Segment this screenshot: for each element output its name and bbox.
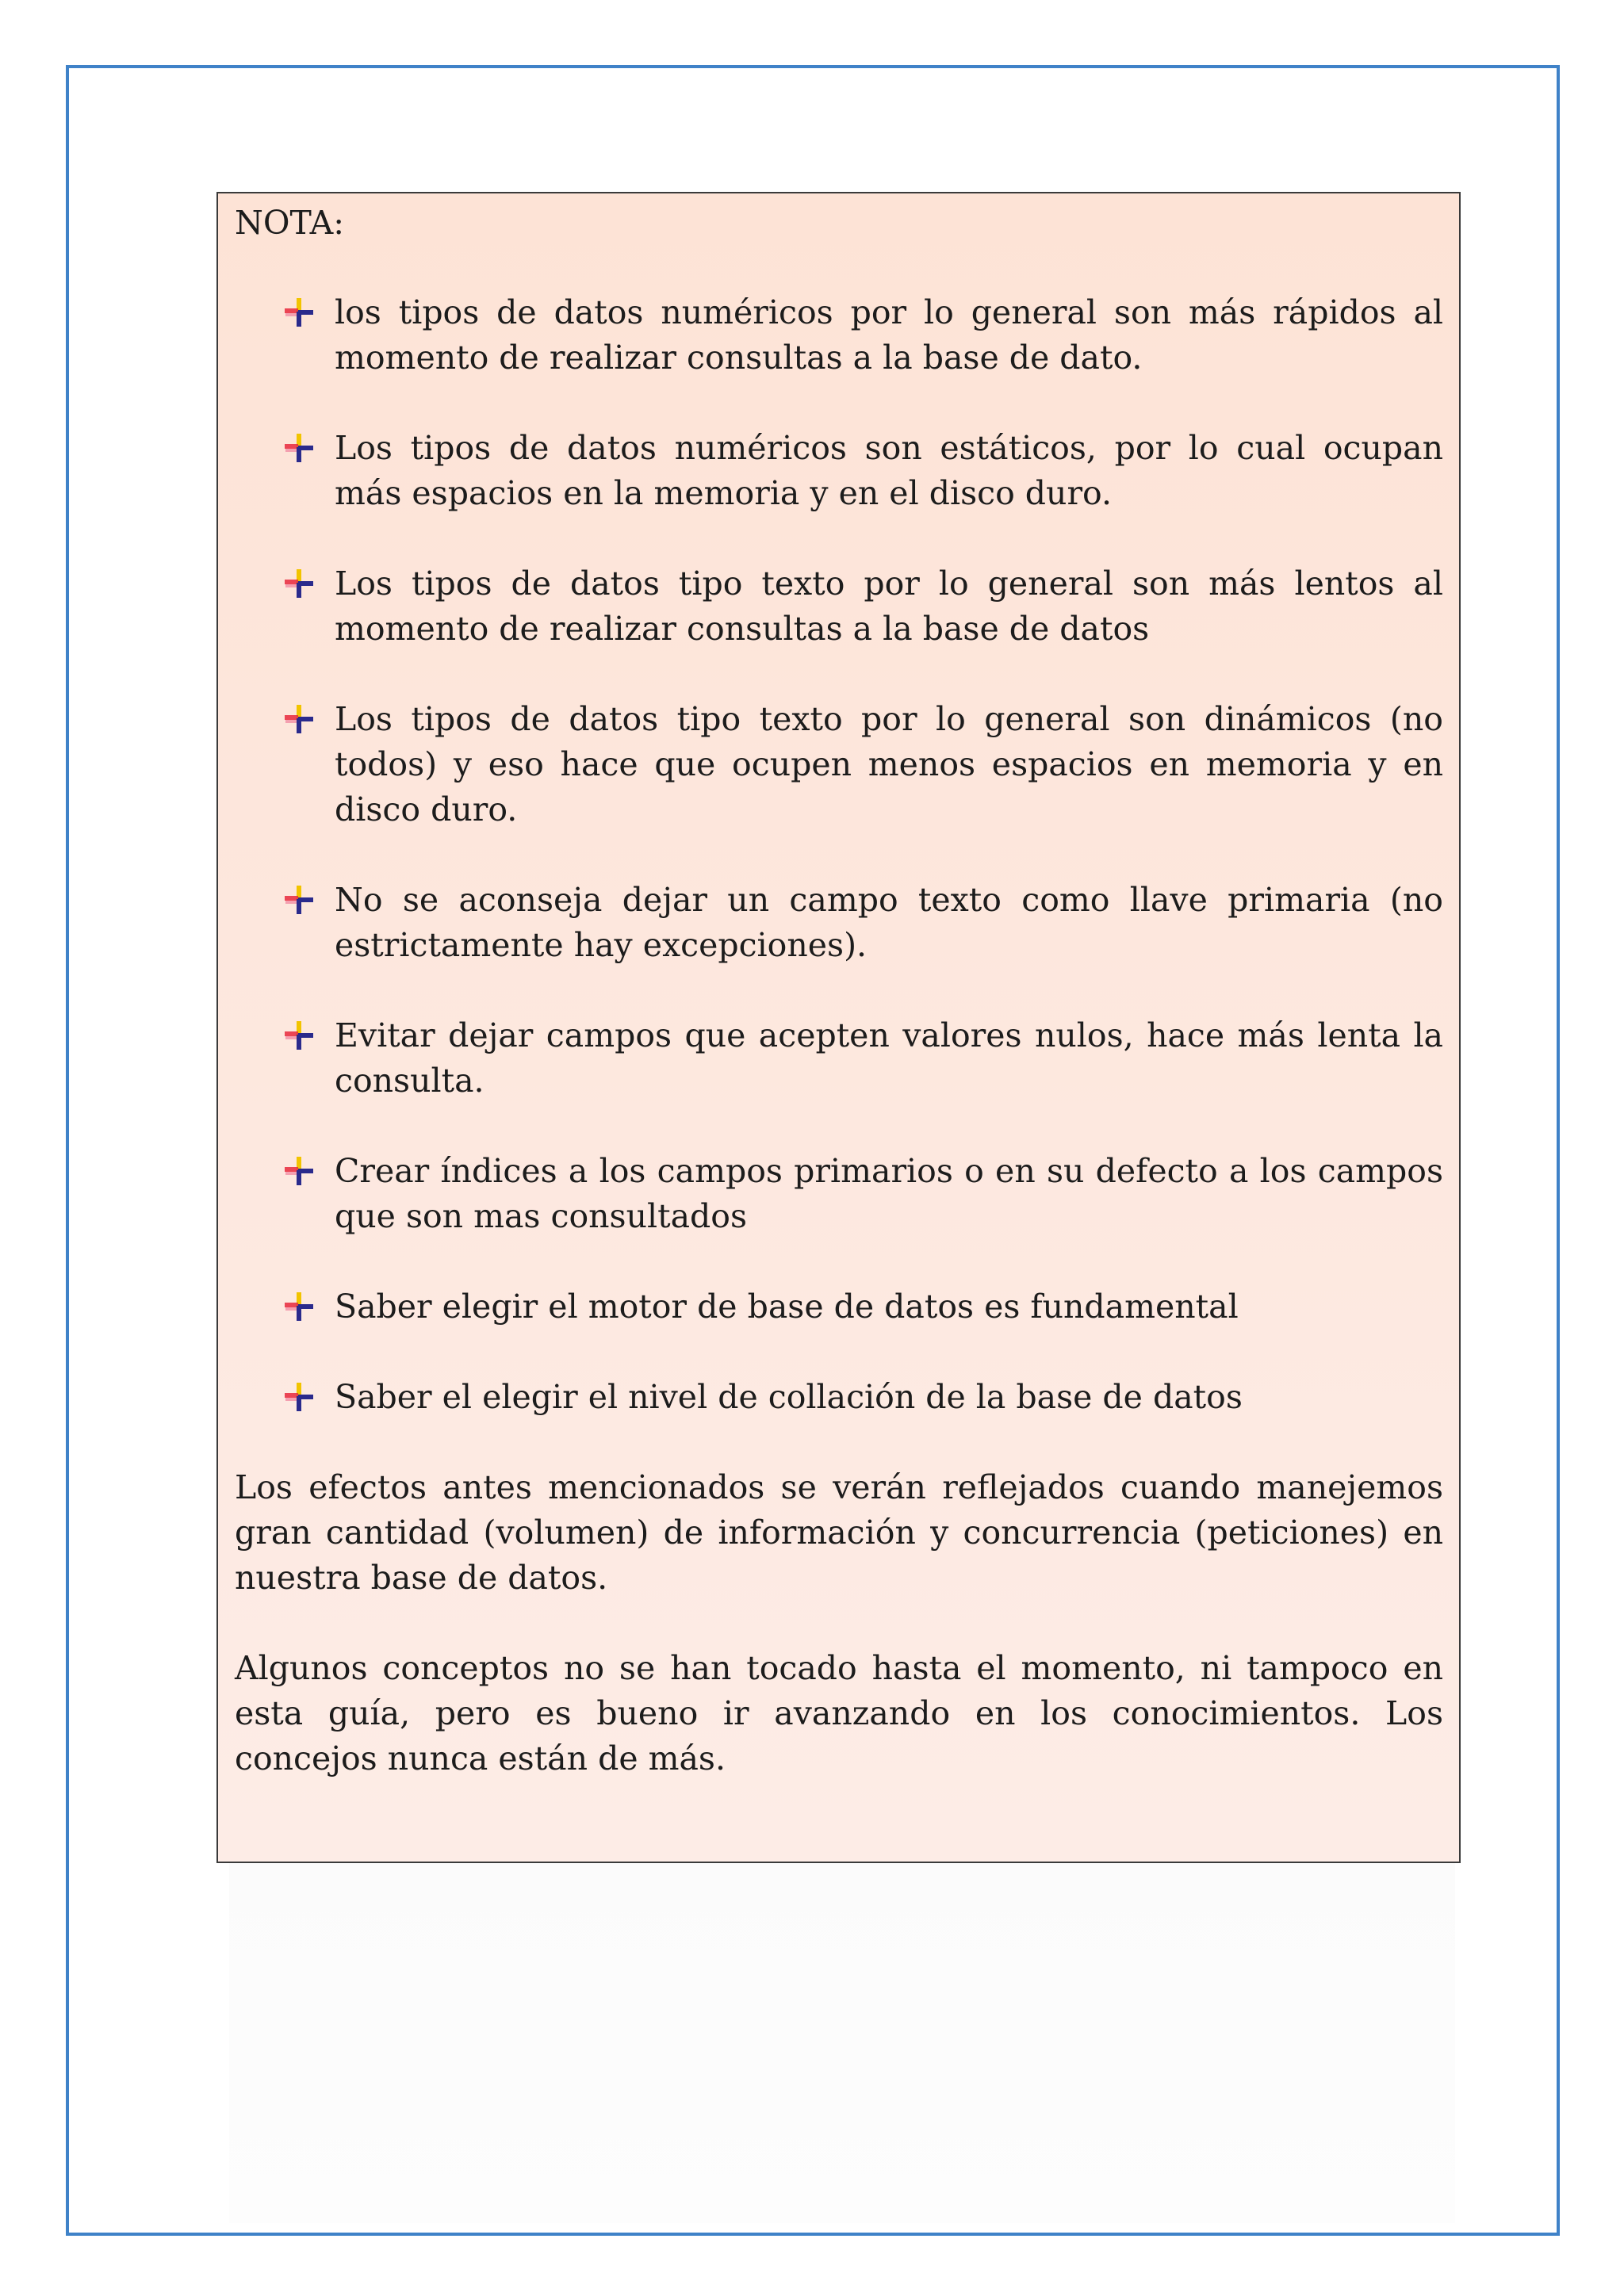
bullet-plus-icon — [285, 886, 313, 914]
note-box — [216, 192, 1461, 1863]
bullet-plus-icon — [285, 705, 313, 733]
list-item — [235, 290, 1443, 381]
list-item-text: Los tipos de datos tipo texto por lo general son más lentos al momento de realizar consultas a la base de datos — [335, 564, 1443, 648]
bullet-plus-icon — [285, 1021, 313, 1050]
note-list — [235, 290, 1443, 1420]
list-item-text: No se aconseja dejar un campo texto como llave primaria (no estrictamente hay excepciones). — [335, 881, 1443, 964]
box-shadow-area — [229, 1862, 1455, 2223]
list-item — [235, 1284, 1443, 1330]
bullet-plus-icon — [285, 1292, 313, 1321]
bullet-plus-icon — [285, 298, 313, 327]
list-item-text: Saber el elegir el nivel de collación de la base de datos — [335, 1378, 1243, 1416]
list-item-text: Evitar dejar campos que acepten valores nulos, hace más lenta la consulta. — [335, 1016, 1443, 1100]
list-item-text: Saber elegir el motor de base de datos es fundamental — [335, 1288, 1239, 1326]
list-item — [235, 561, 1443, 652]
bullet-plus-icon — [285, 1383, 313, 1411]
list-item-text: los tipos de datos numéricos por lo general son más rápidos al momento de realizar consultas a la base de dato. — [335, 293, 1443, 377]
list-item — [235, 697, 1443, 832]
list-item — [235, 1149, 1443, 1239]
summary-paragraph: Los efectos antes mencionados se verán reflejados cuando manejemos gran cantidad (volumen) de información y concurrencia (peticiones) en nuestra base de datos. — [235, 1468, 1443, 1597]
closing-paragraph: Algunos conceptos no se han tocado hasta el momento, ni tampoco en esta guía, pero es bueno ir avanzando en los conocimientos. Los concejos nunca están de más. — [235, 1649, 1443, 1777]
note-title: NOTA: — [235, 204, 345, 242]
list-item — [235, 426, 1443, 516]
list-item-text: Los tipos de datos tipo texto por lo general son dinámicos (no todos) y eso hace que ocupen menos espacios en memoria y en disco duro. — [335, 700, 1443, 828]
list-item — [235, 1375, 1443, 1420]
list-item — [235, 1013, 1443, 1104]
list-item-text: Crear índices a los campos primarios o en su defecto a los campos que son mas consultados — [335, 1152, 1443, 1235]
bullet-plus-icon — [285, 569, 313, 598]
bullet-plus-icon — [285, 1157, 313, 1185]
list-item — [235, 878, 1443, 968]
list-item-text: Los tipos de datos numéricos son estáticos, por lo cual ocupan más espacios en la memoria y en el disco duro. — [335, 429, 1443, 512]
bullet-plus-icon — [285, 434, 313, 462]
